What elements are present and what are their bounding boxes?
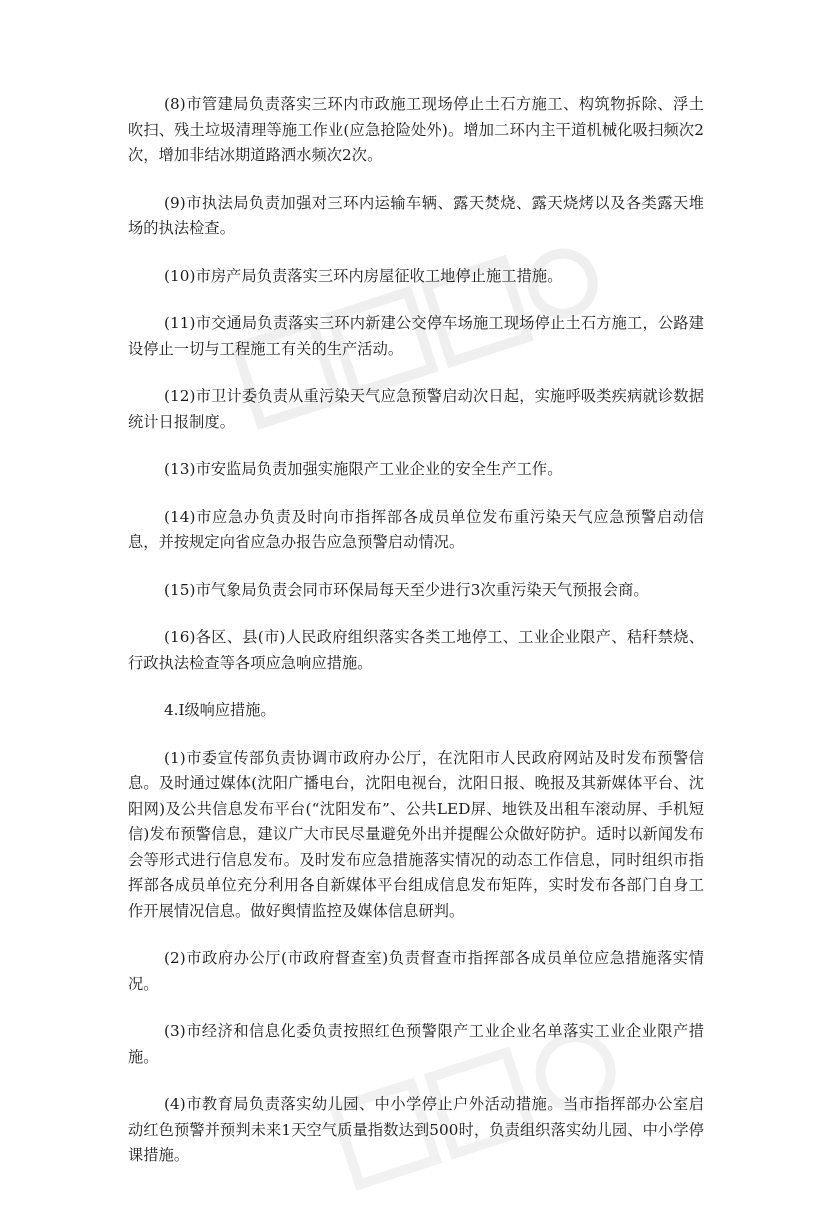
paragraph-item-11: (11)市交通局负责落实三环内新建公交停车场施工现场停止土石方施工，公路建设停止一切与工程施工有关的生产活动。 [128,314,704,358]
paragraph-item-12: (12)市卫计委负责从重污染天气应急预警启动次日起，实施呼吸类疾病就诊数据统计日报制度。 [128,387,704,431]
paragraph-level1-item-3: (3)市经济和信息化委负责按照红色预警限产工业企业名单落实工业企业限产措施。 [128,1022,704,1066]
paragraph-level1-item-4: (4)市教育局负责落实幼儿园、中小学停止户外活动措施。当市指挥部办公室启动红色预警并预判未来1天空气质量指数达到500时，负责组织落实幼儿园、中小学停课措施。 [128,1095,704,1164]
paragraph-item-8: (8)市管建局负责落实三环内市政施工现场停止土石方施工、构筑物拆除、浮土吹扫、残土垃圾清理等施工作业(应急抢险处外)。增加二环内主干道机械化吸扫频次2次，增加非结冰期道路洒水频次2次。 [128,95,704,164]
paragraph-item-13: (13)市安监局负责加强实施限产工业企业的安全生产工作。 [164,460,563,478]
document-body [128,92,704,1191]
paragraph-item-14: (14)市应急办负责及时向市指挥部各成员单位发布重污染天气应急预警启动信息，并按规定向省应急办报告应急预警启动情况。 [128,507,704,551]
paragraph-level1-item-1: (1)市委宣传部负责协调市政府办公厅，在沈阳市人民政府网站及时发布预警信息。及时通过媒体(沈阳广播电台，沈阳电视台，沈阳日报、晚报及其新媒体平台、沈阳网)及公共信息发布平台(“沈阳发布”、公共LED屏、地铁及出租车滚动屏、手机短信)发布预警信息，建议广大市民尽量避免外出并提醒公众做好防护。适时以新闻发布会等形式进行信息发布。及时发布应急措施落实情况的动态工作信息，同时组织市指挥部各成员单位充分利用各自新媒体平台组成信息发布矩阵，实时发布各部门自身工作开展情况信息。做好舆情监控及媒体信息研判。 [128,748,704,920]
paragraph-level1-item-2: (2)市政府办公厅(市政府督查室)负责督查市指挥部各成员单位应急措施落实情况。 [128,949,704,993]
paragraph-item-16: (16)各区、县(市)人民政府组织落实各类工地停工、工业企业限产、秸秆禁烧、行政执法检查等各项应急响应措施。 [128,628,704,672]
paragraph-item-9: (9)市执法局负责加强对三环内运输车辆、露天焚烧、露天烧烤以及各类露天堆场的执法检查。 [128,193,704,237]
paragraph-item-15: (15)市气象局负责会同市环保局每天至少进行3次重污染天气预报会商。 [164,580,649,599]
paragraph-item-10: (10)市房产局负责落实三环内房屋征收工地停止施工措施。 [164,266,563,285]
section-heading: 4.Ⅰ级响应措施。 [164,701,276,719]
